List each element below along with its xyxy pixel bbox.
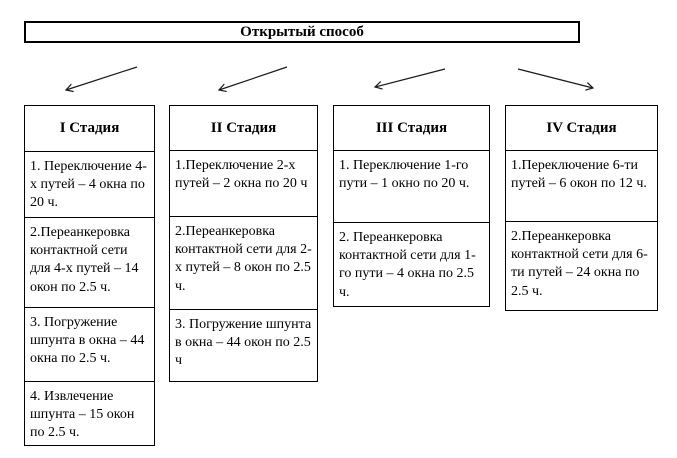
stage-1-item-2: 2.Переанкеровка контактной сети для 4-х путей – 14 окон по 2.5 ч.: [25, 217, 154, 307]
stage-1-item-4: 4. Извлечение шпунта – 15 окон по 2.5 ч.: [25, 381, 154, 445]
stage-3-item-2: 2. Переанкеровка контактной сети для 1-го пути – 4 окна по 2.5 ч.: [334, 222, 489, 306]
stage-column-2: [169, 105, 318, 382]
stage-4-item-2: 2.Переанкеровка контактной сети для 6-ти путей – 24 окна по 2.5 ч.: [506, 221, 657, 310]
arrow-down-right-icon-4: [518, 69, 593, 88]
stage-2-item-3: 3. Погружение шпунта в окна – 44 окон по 2.5 ч: [170, 309, 317, 381]
stage-column-3: [333, 105, 490, 307]
stage-2-header: II Стадия: [210, 119, 277, 136]
arrow-down-left-icon-2: [219, 67, 287, 90]
arrow-down-left-icon-3: [375, 69, 445, 87]
diagram-title: Открытый способ: [240, 23, 364, 40]
connector-arrows: [0, 55, 677, 100]
stage-3-header: III Стадия: [375, 119, 448, 136]
stage-1-item-1: 1. Переключение 4-х путей – 4 окна по 20 ч.: [25, 151, 154, 217]
stage-column-4: [505, 105, 658, 311]
stage-2-item-1: 1.Переключение 2-х путей – 2 окна по 20 ч: [170, 150, 317, 216]
stage-column-1: [24, 105, 155, 446]
stage-3-item-1: 1. Переключение 1-го пути – 1 окно по 20 ч.: [334, 150, 489, 222]
stage-4-header: IV Стадия: [546, 119, 617, 136]
stage-2-item-2: 2.Переанкеровка контактной сети для 2-х путей – 8 окон по 2.5 ч.: [170, 216, 317, 309]
arrow-down-left-icon-1: [66, 67, 137, 90]
diagram-title-box: [24, 21, 580, 43]
stage-1-header: I Стадия: [59, 120, 120, 136]
stage-1-item-3: 3. Погружение шпунта в окна – 44 окна по 2.5 ч.: [25, 307, 154, 381]
stage-4-item-1: 1.Переключение 6-ти путей – 6 окон по 12 ч.: [506, 150, 657, 221]
